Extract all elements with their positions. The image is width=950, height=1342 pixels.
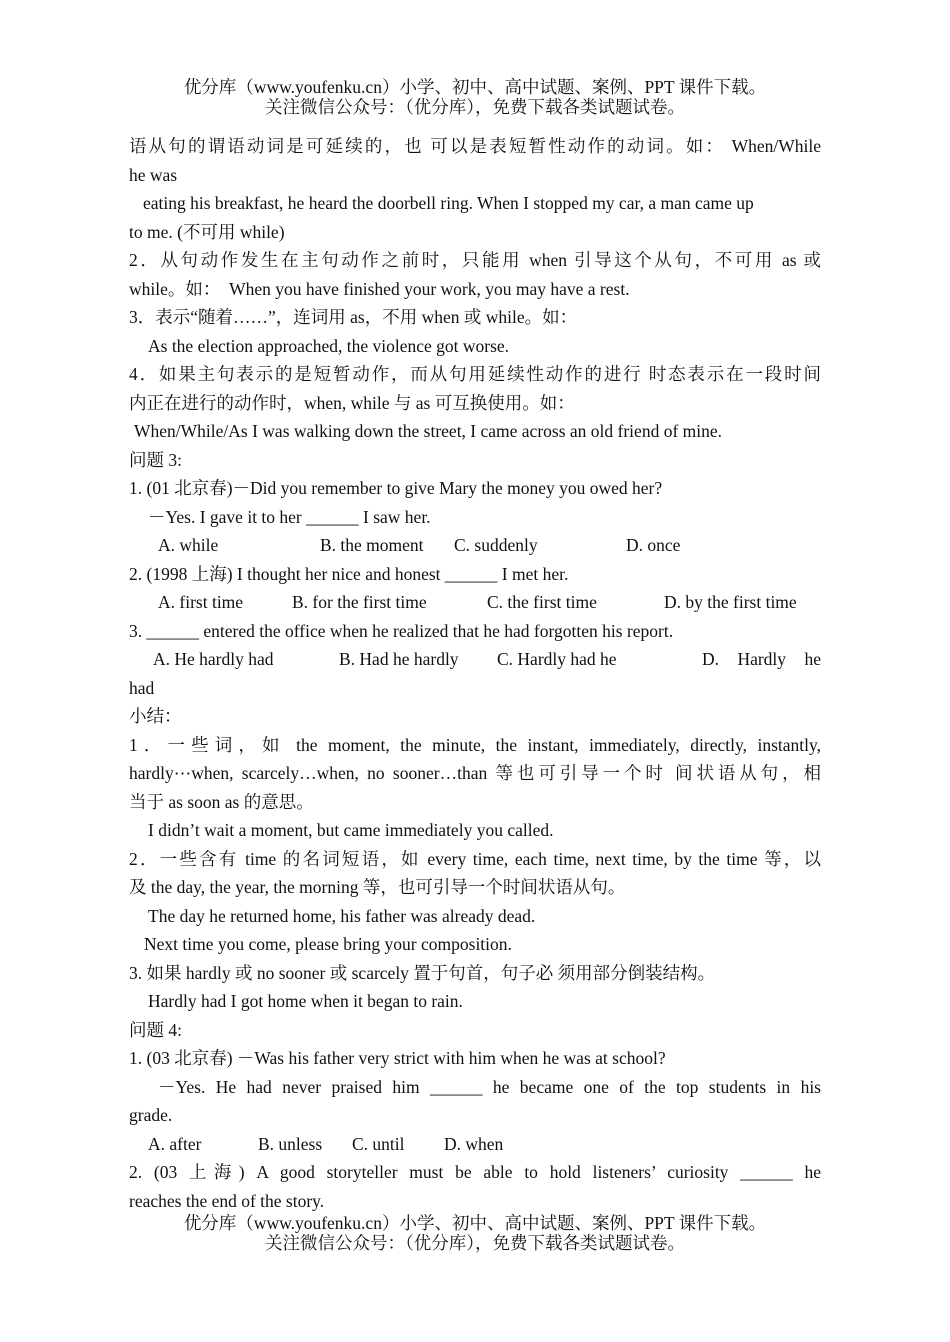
question-stem: 1. (03 北京春) －Was his father very strict with him when he was at school? <box>129 1048 666 1068</box>
option-d: D. when <box>444 1133 504 1154</box>
header-line-1: 优分库（www.youfenku.cn）小学、初中、高中试题、案例、PPT 课件下载。 <box>183 77 767 97</box>
option-a: A. while <box>158 535 219 555</box>
text-line: to me. (不可用 while) <box>129 221 285 242</box>
answer-options <box>129 588 821 617</box>
option-d: D. by the first time <box>664 592 797 612</box>
footer-line-2: 关注微信公众号：（优分库），免费下载各类试题试卷。 <box>265 1233 685 1253</box>
question-stem: 1. (01 北京春)－Did you remember to give Mary the money you owed her? <box>129 478 663 498</box>
example-line: When/While/As I was walking down the street, I came across an old friend of mine. <box>134 421 723 441</box>
text-line: he was <box>129 164 178 185</box>
text-line: 4．如果主句表示的是短暂动作，而从句用延续性动作的进行 时态表示在一段时间 <box>129 364 821 384</box>
question-reply: －Yes. He had never praised him ______ he became one of the top students in his <box>158 1076 821 1097</box>
document-body <box>129 132 821 1215</box>
footer-line-1: 优分库（www.youfenku.cn）小学、初中、高中试题、案例、PPT 课件下载。 <box>183 1213 767 1233</box>
text-line: 语从句的谓语动词是可延续的，也 可以是表短暂性动作的动词。如： When/While <box>129 136 821 156</box>
text-line: 2．一些含有 time 的名词短语，如 every time, each time, next time, by the time 等，以 <box>129 848 821 869</box>
option-a: A. He hardly had <box>153 649 274 669</box>
example-line: I didn’t wait a moment, but came immediately you called. <box>148 820 554 840</box>
example-line: Hardly had I got home when it began to rain. <box>148 991 463 1011</box>
example-line: The day he returned home, his father was already dead. <box>148 905 536 926</box>
option-b: B. unless <box>258 1133 323 1154</box>
text-line: 内正在进行的动作时，when, while 与 as 可互换使用。如： <box>129 392 575 413</box>
text-line: hardly⋯when, scarcely…when, no sooner…than 等也可引导一个时 间状语从句，相 <box>129 763 821 783</box>
text-line: 2．从句动作发生在主句动作之前时，只能用 when 引导这个从句，不可用 as 或 <box>129 250 821 270</box>
option-c: C. the first time <box>487 592 597 612</box>
page-header <box>0 77 950 117</box>
example-line: As the election approached, the violence got worse. <box>148 335 510 356</box>
answer-options <box>129 531 821 560</box>
option-d: D. once <box>626 535 681 555</box>
option-b: B. the moment <box>320 535 424 555</box>
text-line: had <box>129 677 155 698</box>
section-title-summary: 小结： <box>129 706 182 726</box>
section-title-q4: 问题 4: <box>129 1019 182 1040</box>
option-a: A. after <box>148 1133 202 1154</box>
answer-options <box>129 1130 821 1159</box>
text-line: while。如： When you have finished your work, you may have a rest. <box>129 278 630 299</box>
text-line: 及 the day, the year, the morning 等，也可引导一个时间状语从句。 <box>129 877 626 897</box>
text-line: reaches the end of the story. <box>129 1190 325 1211</box>
header-line-2: 关注微信公众号：（优分库），免费下载各类试题试卷。 <box>265 97 685 117</box>
question-stem: 3. ______ entered the office when he realized that he had forgotten his report. <box>129 620 674 641</box>
option-c: C. until <box>352 1133 405 1154</box>
section-title-q3: 问题 3: <box>129 449 182 470</box>
question-stem: 2. (1998 上海) I thought her nice and honest ______ I met her. <box>129 563 569 584</box>
question-stem: 2. (03 上海) A good storyteller must be able to hold listeners’ curiosity ______ he <box>129 1162 821 1182</box>
page-footer <box>0 1213 950 1253</box>
option-b: B. for the first time <box>292 592 427 612</box>
option-b: B. Had he hardly <box>339 649 459 669</box>
option-a: A. first time <box>158 592 244 612</box>
option-c: C. suddenly <box>454 535 538 555</box>
text-line: 3．表示“随着……”，连词用 as，不用 when 或 while。如： <box>129 307 578 327</box>
question-reply: －Yes. I gave it to her ______ I saw her. <box>148 506 431 527</box>
option-d: D. Hardly he <box>702 649 821 669</box>
answer-options <box>129 645 821 674</box>
option-c: C. Hardly had he <box>497 649 617 669</box>
text-line: eating his breakfast, he heard the doorbell ring. When I stopped my car, a man came up <box>143 193 754 213</box>
text-line: 3. 如果 hardly 或 no sooner 或 scarcely 置于句首，句子必 须用部分倒装结构。 <box>129 962 716 983</box>
text-line: 1．一些词，如 the moment, the minute, the instant, immediately, directly, instantly, <box>129 734 821 755</box>
example-line: Next time you come, please bring your composition. <box>144 934 512 954</box>
text-line: 当于 as soon as 的意思。 <box>129 791 314 812</box>
text-line: grade. <box>129 1105 173 1125</box>
